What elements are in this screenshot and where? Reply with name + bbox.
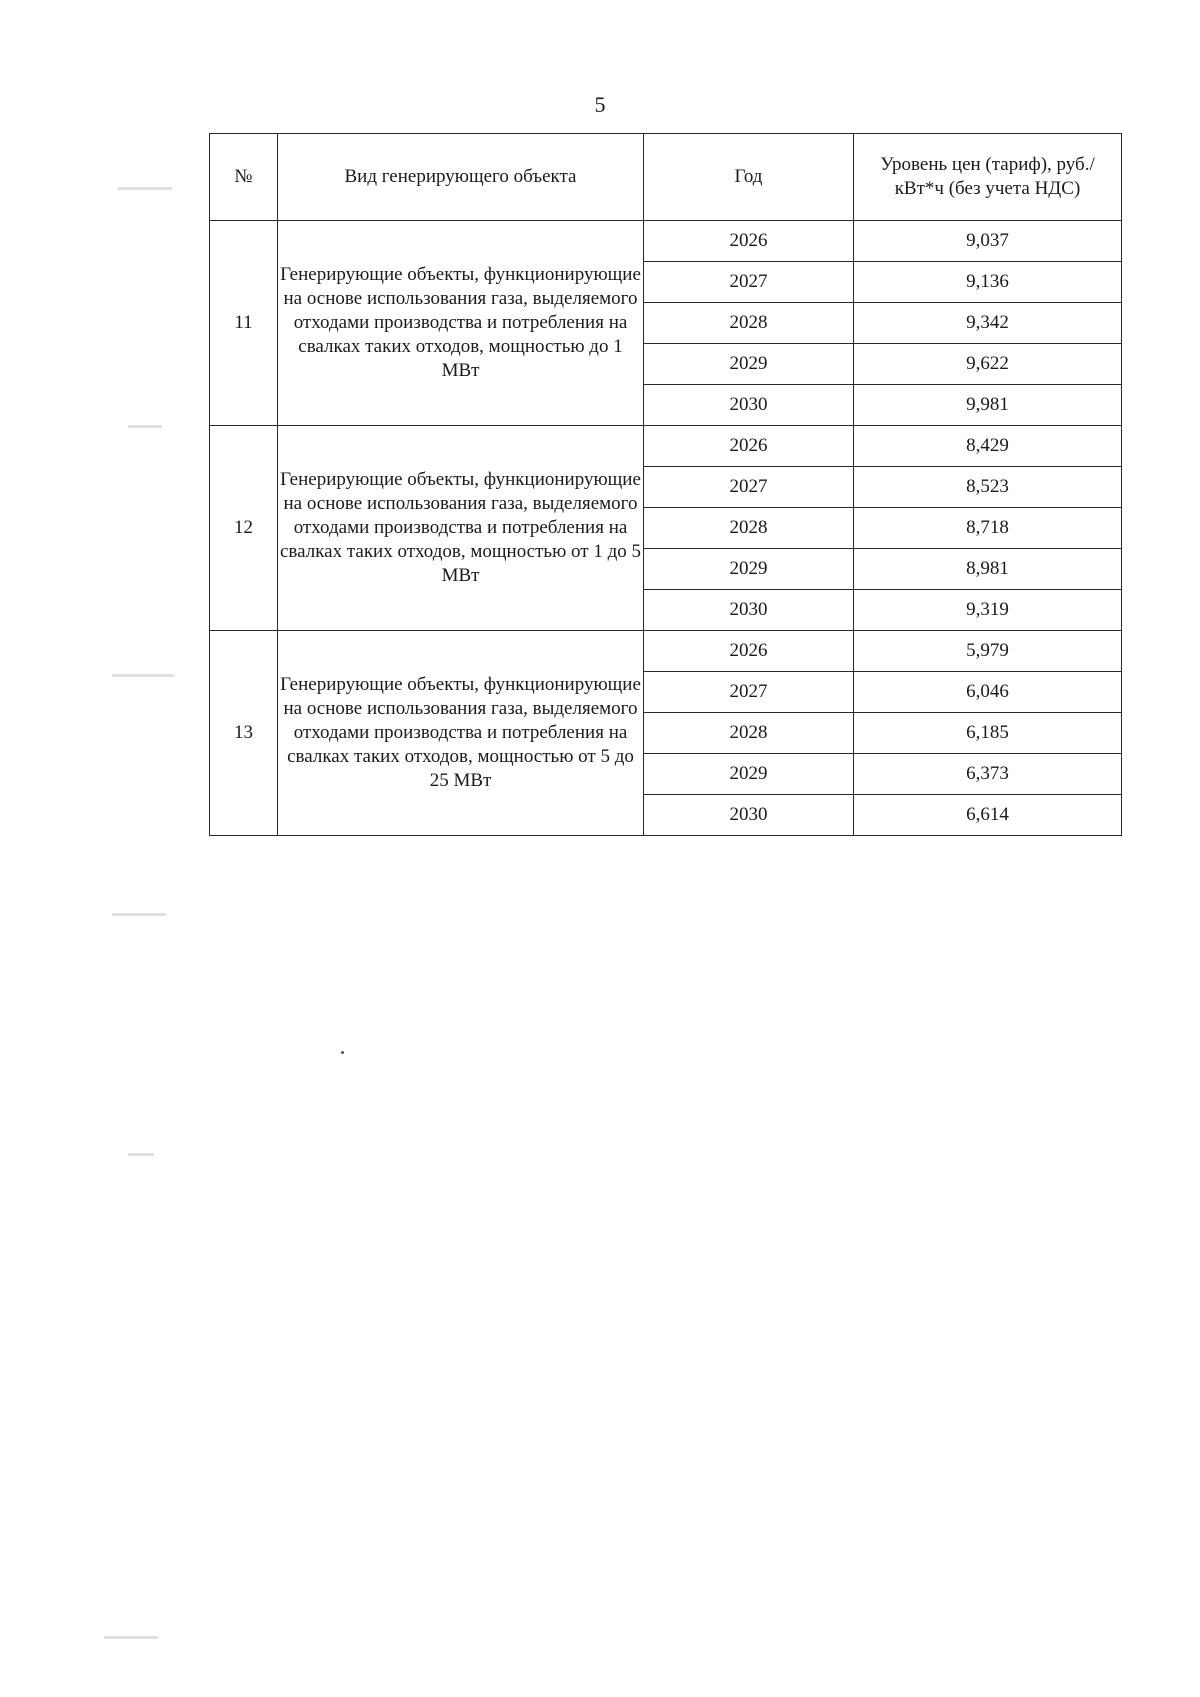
- year-cell: 2027: [644, 467, 854, 508]
- table-row: [210, 426, 1122, 467]
- price-cell: 6,614: [854, 795, 1122, 836]
- row-number: 12: [210, 426, 278, 631]
- year-cell: 2026: [644, 221, 854, 262]
- row-number: 13: [210, 631, 278, 836]
- year-cell: 2030: [644, 590, 854, 631]
- year-cell: 2027: [644, 672, 854, 713]
- header-object-type: Вид генерирующего объекта: [278, 134, 644, 221]
- year-cell: 2028: [644, 713, 854, 754]
- price-cell: 8,429: [854, 426, 1122, 467]
- year-cell: 2029: [644, 344, 854, 385]
- table-header: [210, 134, 1122, 221]
- scan-artifact: [128, 425, 162, 428]
- object-type-description: Генерирующие объекты, функционирующие на основе использования газа, выделяемого отходами производства и потребления на свалках таких отходов, мощностью до 1 МВт: [278, 221, 644, 426]
- table-body: [210, 221, 1122, 836]
- year-cell: 2027: [644, 262, 854, 303]
- year-cell: 2028: [644, 303, 854, 344]
- row-number: 11: [210, 221, 278, 426]
- price-cell: 9,342: [854, 303, 1122, 344]
- header-row: [210, 134, 1122, 221]
- price-cell: 6,373: [854, 754, 1122, 795]
- scan-artifact: [112, 913, 166, 916]
- scan-artifact: [112, 674, 174, 677]
- price-cell: 8,523: [854, 467, 1122, 508]
- year-cell: 2030: [644, 385, 854, 426]
- header-price: Уровень цен (тариф), руб./кВт*ч (без учета НДС): [854, 134, 1122, 221]
- year-cell: 2030: [644, 795, 854, 836]
- price-cell: 9,319: [854, 590, 1122, 631]
- header-number: №: [210, 134, 278, 221]
- price-cell: 9,981: [854, 385, 1122, 426]
- year-cell: 2026: [644, 426, 854, 467]
- price-cell: 8,981: [854, 549, 1122, 590]
- page-number: 5: [594, 92, 606, 117]
- object-type-description: Генерирующие объекты, функционирующие на основе использования газа, выделяемого отходами производства и потребления на свалках таких отходов, мощностью от 1 до 5 МВт: [278, 426, 644, 631]
- price-cell: 6,185: [854, 713, 1122, 754]
- price-cell: 5,979: [854, 631, 1122, 672]
- price-cell: 6,046: [854, 672, 1122, 713]
- scan-artifact: [104, 1636, 158, 1639]
- scan-speck: [341, 1051, 344, 1054]
- price-cell: 8,718: [854, 508, 1122, 549]
- year-cell: 2029: [644, 549, 854, 590]
- price-cell: 9,622: [854, 344, 1122, 385]
- tariff-table: [209, 133, 1122, 836]
- object-type-description: Генерирующие объекты, функционирующие на основе использования газа, выделяемого отходами производства и потребления на свалках таких отходов, мощностью от 5 до 25 МВт: [278, 631, 644, 836]
- year-cell: 2026: [644, 631, 854, 672]
- year-cell: 2028: [644, 508, 854, 549]
- price-cell: 9,136: [854, 262, 1122, 303]
- header-year: Год: [644, 134, 854, 221]
- table-row: [210, 221, 1122, 262]
- scan-artifact: [128, 1153, 154, 1156]
- scan-artifact: [118, 187, 172, 190]
- year-cell: 2029: [644, 754, 854, 795]
- price-cell: 9,037: [854, 221, 1122, 262]
- table-row: [210, 631, 1122, 672]
